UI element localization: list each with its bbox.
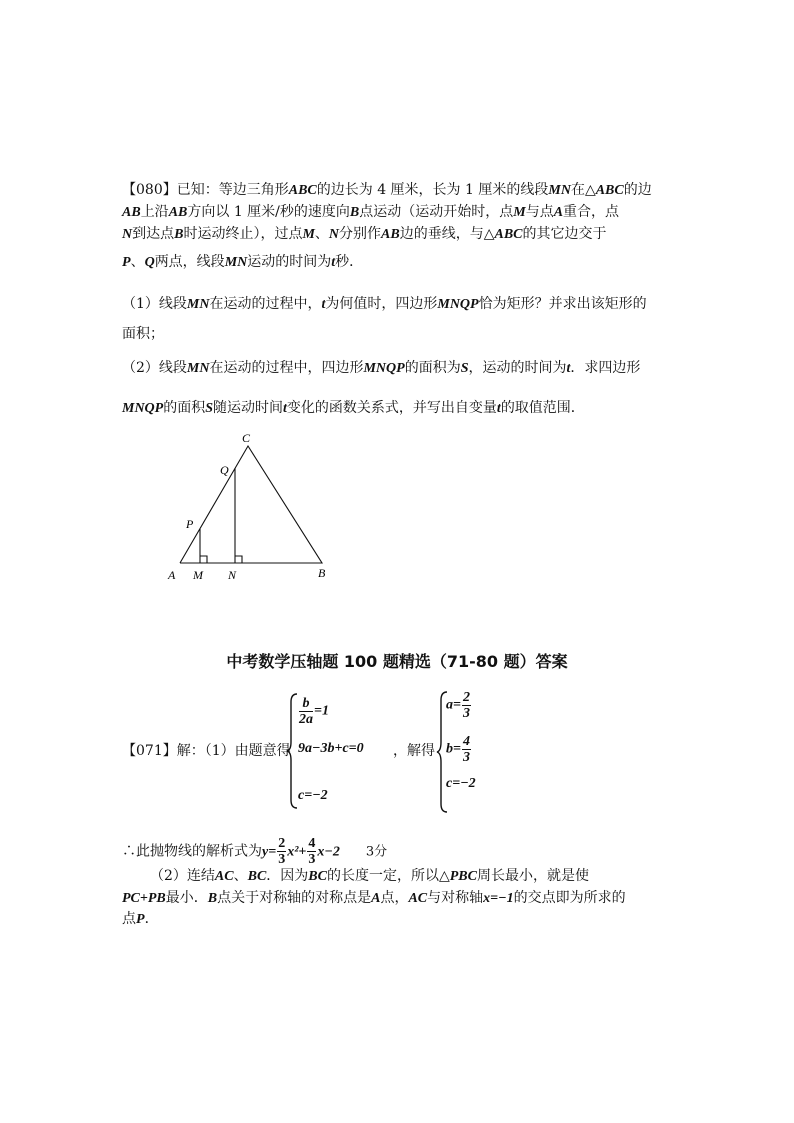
label-m: M	[193, 568, 203, 582]
label-c: C	[242, 431, 251, 445]
answers-title: 中考数学压轴题 100 题精选（71-80 题）答案	[226, 652, 568, 671]
problem-080-line1: 【080】已知：等边三角形ABC的边长为 4 厘米，长为 1 厘米的线段MN在△ABC的边	[122, 182, 652, 198]
system2-row-c: c=−2	[446, 776, 476, 791]
problem-080-line3: N到达点B时运动终止），过点M、N分别作AB边的垂线，与△ABC的其它边交于	[122, 226, 607, 242]
problem-080-line4: P、Q两点，线段MN运动的时间为t秒．	[122, 254, 364, 270]
label-p: P	[186, 517, 194, 531]
question-1-line2: 面积；	[122, 326, 164, 342]
label-q: Q	[220, 463, 229, 477]
system1-row2: 9a−3b+c=0	[298, 741, 364, 756]
answer-071-prefix: 【071】解：（1）由题意得	[122, 743, 291, 759]
left-brace-1	[286, 692, 298, 810]
right-angle-m	[200, 556, 207, 563]
right-angle-n	[235, 556, 242, 563]
triangle-figure	[160, 428, 340, 588]
question-1-line1: （1）线段MN在运动的过程中，t为何值时，四边形MNQP恰为矩形？并求出该矩形的	[122, 296, 647, 312]
part2-line3: 点P．	[122, 911, 159, 927]
parabola-line: ∴此抛物线的解析式为y= $\frac{2}{3}$ x²+ $\frac{4}{3}$ x−2 3分	[122, 836, 388, 867]
part2-line1: （2）连结AC、BC．因为BC的长度一定，所以△PBC周长最小，就是使	[150, 868, 589, 884]
triangle-abc	[180, 446, 322, 563]
label-n: N	[228, 568, 237, 582]
part2-line2: PC+PB最小．B点关于对称轴的对称点是A点，AC与对称轴x=−1的交点即为所求的	[122, 890, 626, 906]
question-2-line1: （2）线段MN在运动的过程中，四边形MNQP的面积为S，运动的时间为t．求四边形	[122, 360, 641, 376]
system2-row-b: b= $\frac{4}{3}$	[446, 734, 470, 765]
problem-080-line2: AB上沿AB方向以 1 厘米/秒的速度向B点运动（运动开始时，点M与点A重合，点	[122, 204, 620, 220]
label-b: B	[318, 566, 326, 580]
system1-row3: c=−2	[298, 788, 328, 803]
system1-row1: $\frac{b}{2a}$ =1	[299, 696, 329, 727]
solved-label: ，解得	[393, 743, 435, 759]
label-a: A	[168, 568, 176, 582]
system2-row-a: a= $\frac{2}{3}$	[446, 690, 470, 721]
question-2-line2: MNQP的面积S随运动时间t变化的函数关系式，并写出自变量t的取值范围．	[122, 400, 585, 416]
